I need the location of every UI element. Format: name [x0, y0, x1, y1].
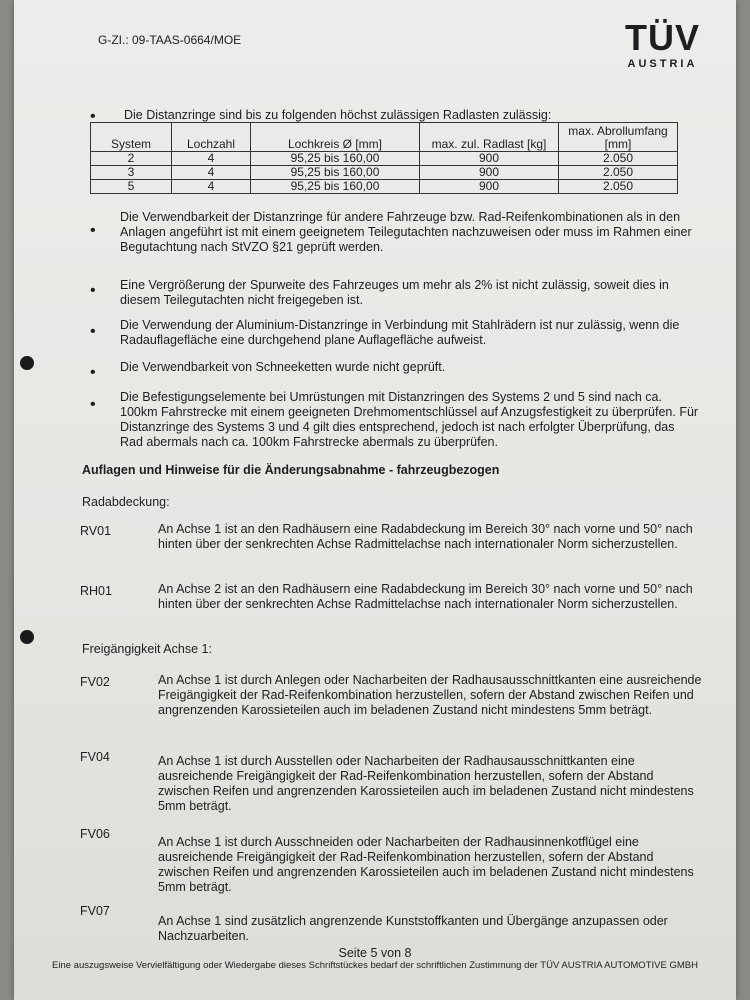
page-number: Seite 5 von 8 — [338, 946, 412, 960]
logo-main-text: TÜV — [625, 17, 700, 58]
table-cell: 95,25 bis 160,00 — [251, 166, 420, 180]
table-header-cell: Lochzahl — [172, 123, 251, 152]
table-cell: 4 — [172, 180, 251, 194]
table-cell: 2 — [91, 152, 172, 166]
bullet-marker: • — [90, 396, 96, 413]
bullet-text: Die Befestigungselemente bei Umrüstungen mit Distanzringen des Systems 2 und 5 sind nach ca. 100km Fahrstrecke mit einem geeigneten Drehmomentschlüssel auf Anzugsfestigkeit zu überprüfen. Für Distanzringe des Systems 3 und 4 gilt dies entsprechend, jedoch ist nach erfolgter Überprüfung, das Rad abermals nach ca. 100km Fahrstrecke abermals zu überprüfen. — [120, 390, 699, 449]
table-header-cell: max. zul. Radlast [kg] — [420, 123, 559, 152]
table-cell: 900 — [420, 180, 559, 194]
table-header-cell: System — [91, 123, 172, 152]
requirement-text: An Achse 1 ist durch Ausschneiden oder Nacharbeiten der Radhausinnenkotflügel eine ausreichende Freigängigkeit der Rad-Reifenkombination herzustellen, sofern der Abstand zwischen Reifen und angrenzenden Karossieteilen auch im beladenen Zustand nicht mindestens 5mm beträgt. — [158, 835, 694, 894]
table-cell: 2.050 — [559, 180, 678, 194]
requirement-text: An Achse 1 ist an den Radhäusern eine Radabdeckung im Bereich 30° nach vorne und 50° nach hinten über der senkrechten Achse Radmittelachse nach internationaler Norm sicherzustellen. — [158, 522, 693, 551]
requirement-text: An Achse 1 sind zusätzlich angrenzende Kunststoffkanten und Übergänge anzupassen oder Nachzuarbeiten. — [158, 914, 668, 943]
requirement-text: An Achse 2 ist an den Radhäusern eine Radabdeckung im Bereich 30° nach vorne und 50° nach hinten über der senkrechten Achse Radmittelachse nach internationaler Norm sicherzustellen. — [158, 582, 693, 611]
table-cell: 5 — [91, 180, 172, 194]
bullet-text: Eine Vergrößerung der Spurweite des Fahrzeuges um mehr als 2% ist nicht zulässig, soweit dies in diesem Teilegutachten nicht freigegeben ist. — [120, 278, 669, 307]
table-cell: 3 — [91, 166, 172, 180]
bullet-marker: • — [90, 323, 96, 340]
bullet-marker: • — [90, 282, 96, 299]
requirement-text: An Achse 1 ist durch Ausstellen oder Nacharbeiten der Radhausausschnittkanten eine ausreichende Freigängigkeit der Rad-Reifenkombination herzustellen, sofern der Abstand zwischen Reifen und angrenzenden Karossieteilen auch im beladenen Zustand nicht mindestens 5mm beträgt. — [158, 754, 694, 813]
table-cell: 900 — [420, 152, 559, 166]
copyright-notice: Eine auszugsweise Vervielfältigung oder Wiedergabe dieses Schriftstückes bedarf der schriftlichen Zustimmung der TÜV AUSTRIA AUTOMOTIVE GMBH — [52, 960, 698, 971]
table-cell: 2.050 — [559, 152, 678, 166]
table-row — [91, 166, 678, 180]
requirement-code: FV02 — [80, 675, 110, 689]
bullet-marker: • — [90, 108, 96, 125]
subsection-title-freigaengigkeit: Freigängigkeit Achse 1: — [82, 642, 212, 656]
requirement-code: FV04 — [80, 750, 110, 764]
requirement-code: RV01 — [80, 524, 112, 538]
tuv-austria-logo — [625, 17, 700, 70]
table-header-cell: max. Abrollumfang [mm] — [559, 123, 678, 152]
table-header-row — [91, 123, 678, 152]
punch-hole — [20, 356, 34, 370]
bullet-text: Die Verwendbarkeit von Schneeketten wurde nicht geprüft. — [120, 360, 446, 374]
requirement-code: FV07 — [80, 904, 110, 918]
bullet-marker: • — [90, 222, 96, 239]
table-cell: 2.050 — [559, 166, 678, 180]
intro-text: Die Distanzringe sind bis zu folgenden höchst zulässigen Radlasten zulässig: — [124, 108, 552, 122]
table-row — [91, 180, 678, 194]
requirement-code: FV06 — [80, 827, 110, 841]
document-reference: G-ZI.: 09-TAAS-0664/MOE — [98, 33, 242, 47]
subsection-title-radabdeckung: Radabdeckung: — [82, 495, 170, 509]
table-cell: 95,25 bis 160,00 — [251, 180, 420, 194]
table-cell: 900 — [420, 166, 559, 180]
table-header-cell: Lochkreis Ø [mm] — [251, 123, 420, 152]
bullet-marker: • — [90, 364, 96, 381]
requirement-code: RH01 — [80, 584, 112, 598]
punch-hole — [20, 630, 34, 644]
table-row — [91, 152, 678, 166]
table-cell: 4 — [172, 152, 251, 166]
bullet-text: Die Verwendbarkeit der Distanzringe für andere Fahrzeuge bzw. Rad-Reifenkombinationen als in den Anlagen angeführt ist mit einem geeignetem Teilegutachten nachzuweisen oder muss im Rahmen einer Begutachtung nach StVZO §21 geprüft werden. — [120, 210, 692, 254]
table-cell: 95,25 bis 160,00 — [251, 152, 420, 166]
requirement-text: An Achse 1 ist durch Anlegen oder Nacharbeiten der Radhausausschnittkanten eine ausreichende Freigängigkeit der Rad-Reifenkombination herzustellen, sofern der Abstand zwischen Reifen und angrenzenden Karossieteilen auch im beladenen Zustand nicht mindestens 5mm beträgt. — [158, 673, 702, 717]
logo-sub-text: AUSTRIA — [627, 58, 698, 70]
section-title: Auflagen und Hinweise für die Änderungsabnahme - fahrzeugbezogen — [82, 463, 500, 477]
table-cell: 4 — [172, 166, 251, 180]
document-page — [14, 0, 736, 1000]
wheel-load-table — [90, 122, 678, 194]
bullet-text: Die Verwendung der Aluminium-Distanzringe in Verbindung mit Stahlrädern ist nur zulässig, wenn die Radauflagefläche eine durchgehend plane Auflagefläche aufweist. — [120, 318, 680, 347]
